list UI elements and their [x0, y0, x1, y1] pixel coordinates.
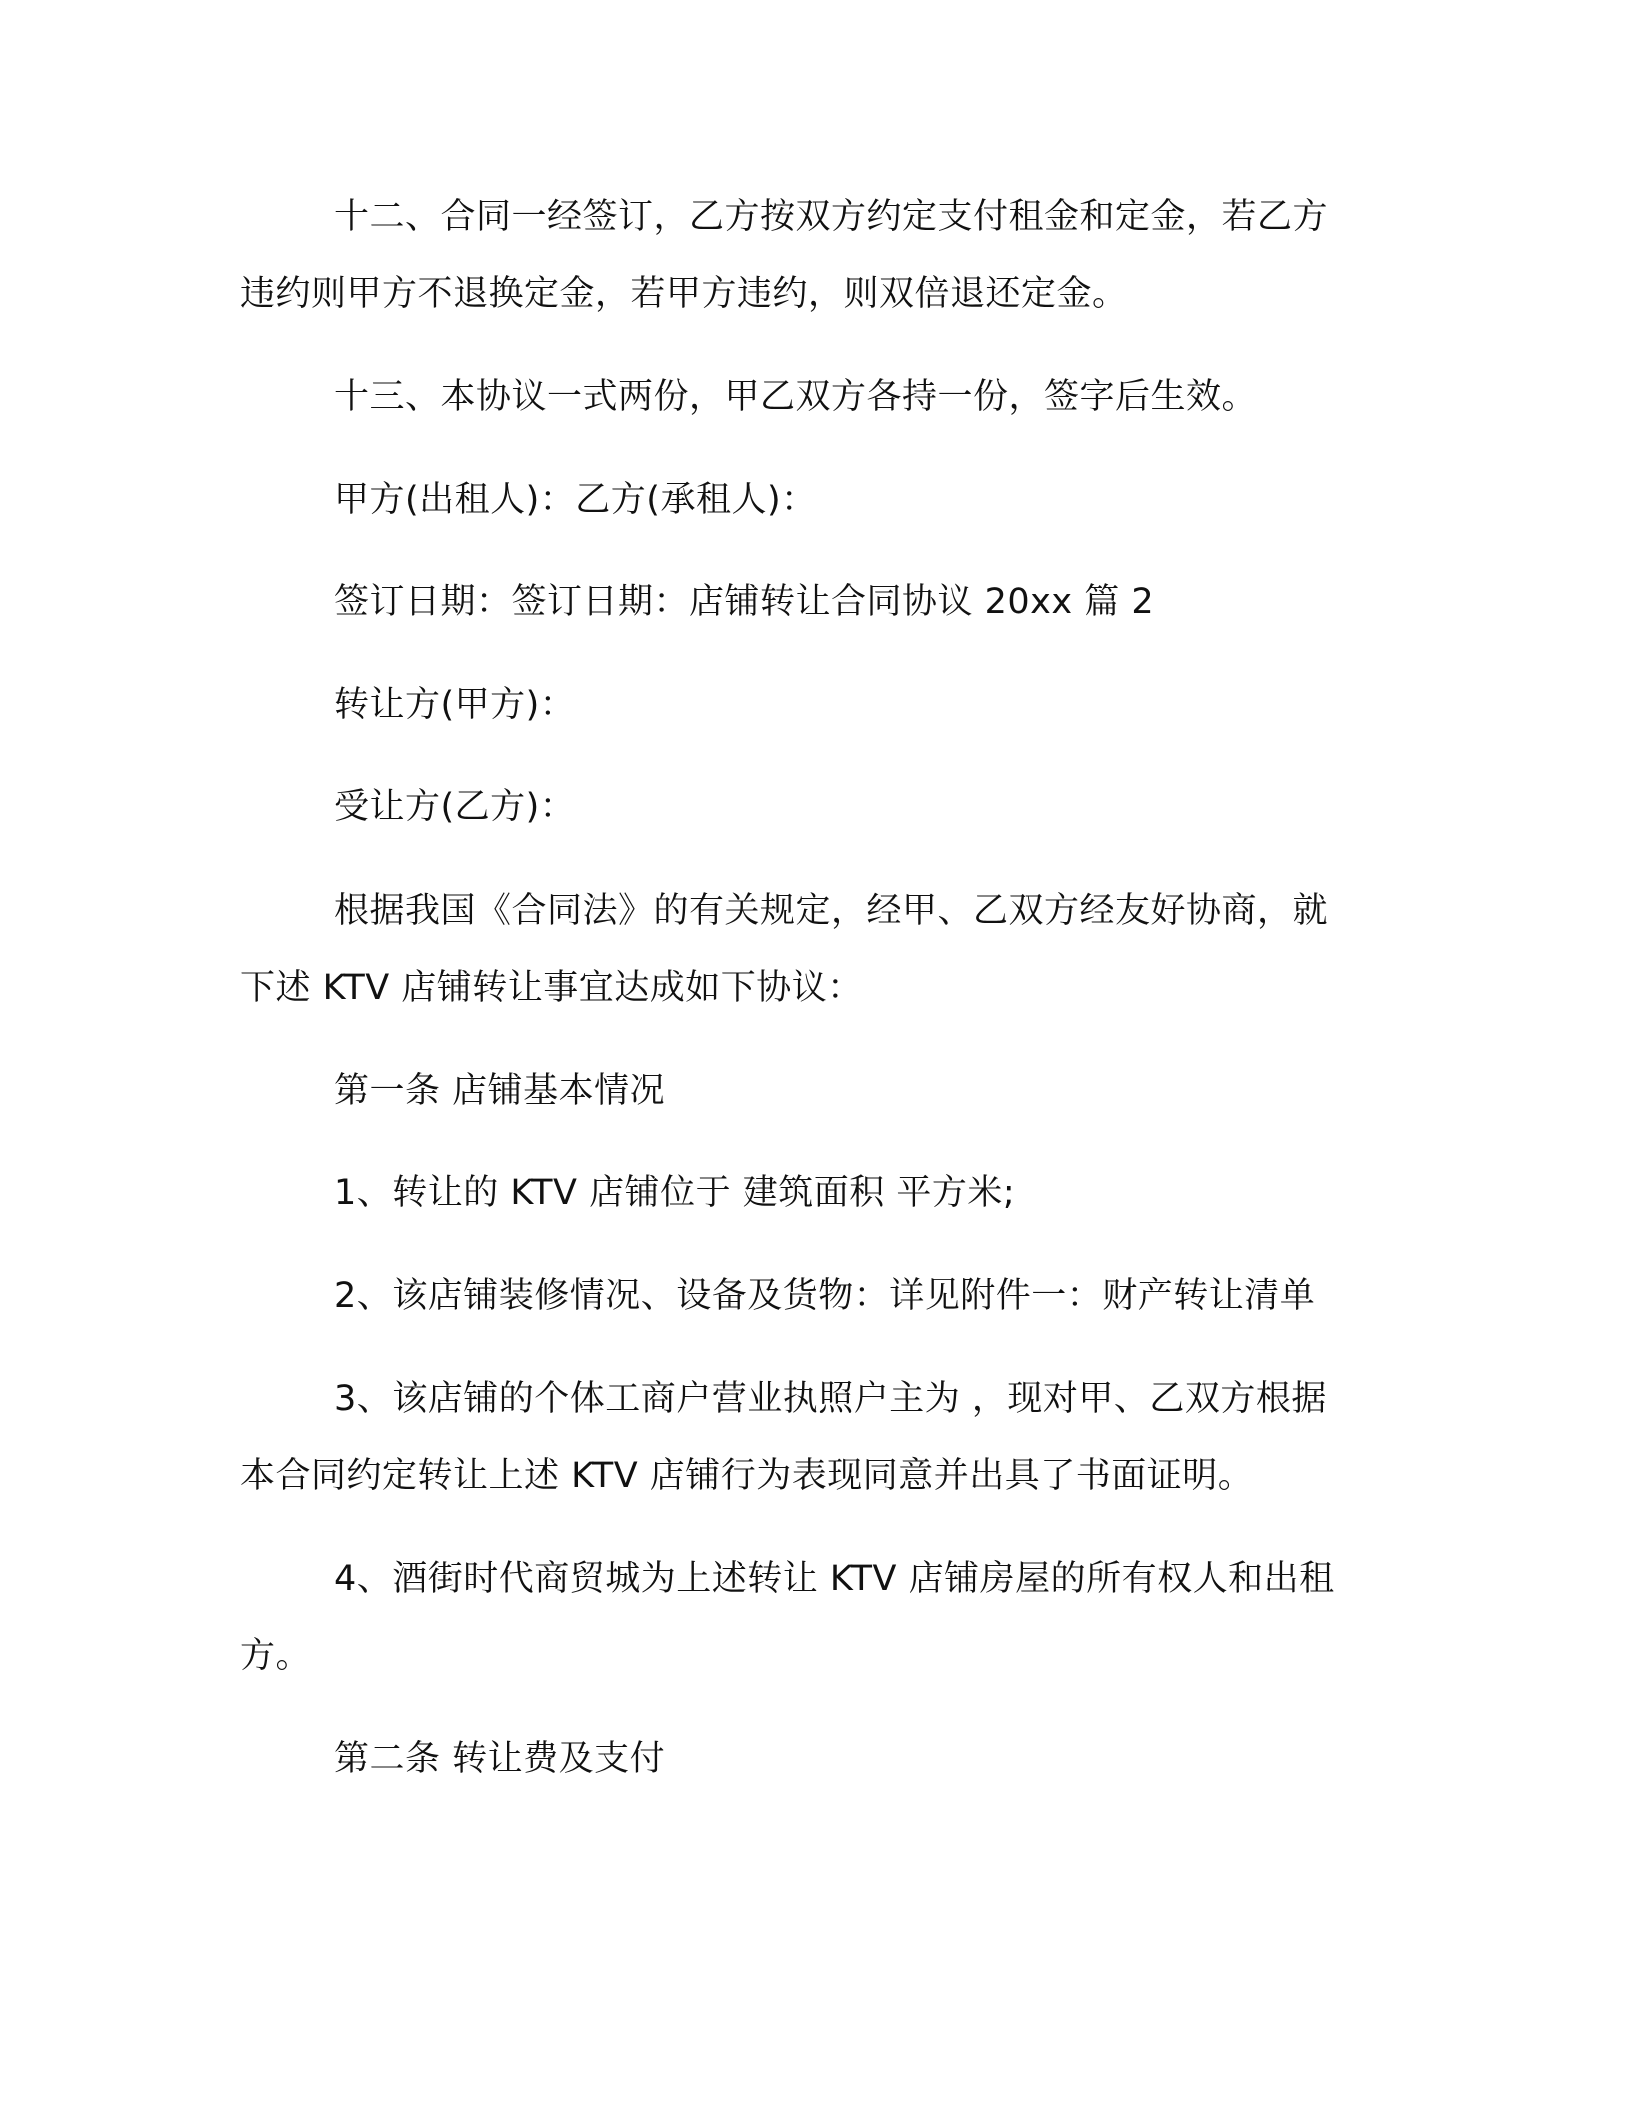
preamble-line-1: 根据我国《合同法》的有关规定，经甲、乙双方经友好协商，就: [334, 891, 1329, 931]
clause-12-line-2: 违约则甲方不退换定金，若甲方违约，则双倍退还定金。: [240, 274, 1128, 314]
article-1-item-4-line-2: 方。: [240, 1636, 312, 1676]
parties-signature-line: 甲方(出租人)：乙方(承租人)：: [334, 480, 817, 520]
article-1-item-3-line-1: 3、该店铺的个体工商户营业执照户主为 ，现对甲、乙双方根据: [334, 1379, 1327, 1419]
transferee-line: 受让方(乙方)：: [334, 787, 576, 827]
article-1-item-1: 1、转让的 KTV 店铺位于 建筑面积 平方米;: [334, 1173, 1016, 1213]
article-1-heading: 第一条 店铺基本情况: [334, 1071, 666, 1111]
clause-12-line-1: 十二、合同一经签订，乙方按双方约定支付租金和定金，若乙方: [334, 197, 1329, 237]
clause-13: 十三、本协议一式两份，甲乙双方各持一份，签字后生效。: [334, 377, 1258, 417]
signing-date-line: 签订日期：签订日期：店铺转让合同协议 20xx 篇 2: [334, 582, 1155, 622]
article-2-heading: 第二条 转让费及支付: [334, 1739, 666, 1779]
article-1-item-2: 2、该店铺装修情况、设备及货物：详见附件一：财产转让清单: [334, 1276, 1316, 1316]
article-1-item-3-line-2: 本合同约定转让上述 KTV 店铺行为表现同意并出具了书面证明。: [240, 1456, 1254, 1496]
preamble-line-2: 下述 KTV 店铺转让事宜达成如下协议：: [240, 968, 863, 1008]
article-1-item-4-line-1: 4、酒街时代商贸城为上述转让 KTV 店铺房屋的所有权人和出租: [334, 1559, 1335, 1599]
transferor-line: 转让方(甲方)：: [334, 685, 576, 725]
